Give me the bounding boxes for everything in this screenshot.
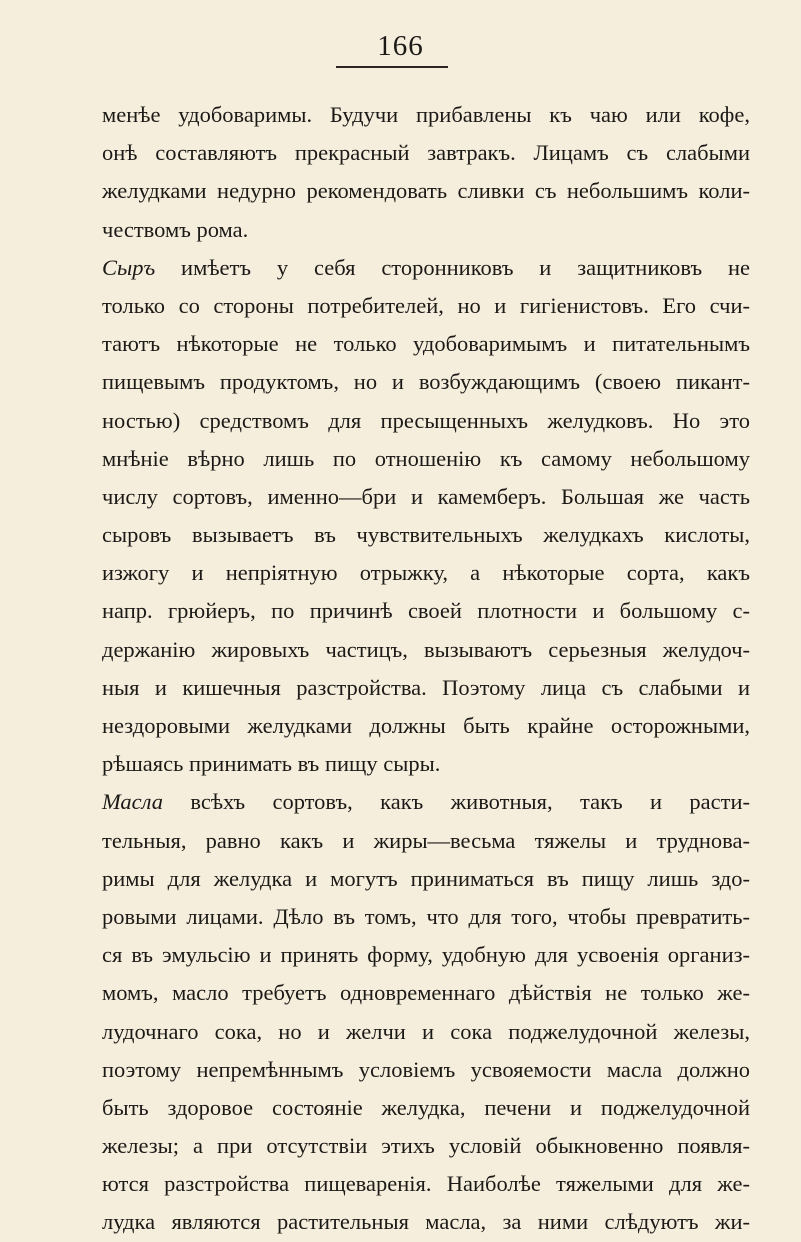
text-line: тельныя, равно какъ и жиры—весьма тяжелы и труднова-	[102, 827, 750, 853]
text-line: держанію жировыхъ частицъ, вызываютъ серьезныя желудоч-	[102, 636, 750, 662]
body-text	[102, 96, 750, 1242]
text-line: мнѣніе вѣрно лишь по отношенію къ самому небольшому	[102, 445, 750, 471]
text-line: напр. грюйеръ, по причинѣ своей плотности и большому с-	[102, 598, 750, 624]
text-line: нездоровыми желудками должны быть крайне осторожными,	[102, 713, 750, 738]
text-line: лудка являются растительныя масла, за ними слѣдуютъ жи-	[102, 1209, 750, 1235]
text-line: пищевымъ продуктомъ, но и возбуждающимъ (своею пикант-	[102, 369, 750, 395]
text-line: менѣе удобоваримы. Будучи прибавлены къ чаю или кофе,	[102, 102, 750, 127]
text-line: римы для желудка и могутъ приниматься въ пищу лишь здо-	[102, 865, 750, 891]
section-heading-oils: Масла	[102, 789, 163, 815]
text-line: ются разстройства пищеваренія. Наиболѣе тяжелыми для же-	[102, 1171, 750, 1197]
text-line: Масла всѣхъ сортовъ, какъ животныя, такъ и расти-	[102, 789, 750, 815]
text-line: онѣ составляютъ прекрасный завтракъ. Лицамъ съ слабыми	[102, 140, 750, 166]
page-number: 166	[377, 30, 424, 62]
text-line: поэтому непремѣннымъ условіемъ усвояемости масла должно	[102, 1056, 750, 1082]
text-line: числу сортовъ, именно—бри и камемберъ. Большая же часть	[102, 483, 750, 509]
section-heading-cheese: Сыръ	[102, 254, 156, 280]
text-line: рѣшаясь принимать въ пищу сыры.	[102, 751, 441, 777]
text-line: железы; а при отсутствіи этихъ условій обыкновенно появля-	[102, 1133, 750, 1159]
text-line: таютъ нѣкоторые не только удобоваримымъ и питательнымъ	[102, 331, 750, 357]
text-line: момъ, масло требуетъ одновременнаго дѣйствія не только же-	[102, 980, 750, 1006]
header-rule	[336, 66, 448, 68]
text-line: ныя и кишечныя разстройства. Поэтому лица съ слабыми и	[102, 674, 750, 700]
text-line: Сыръ имѣетъ у себя сторонниковъ и защитниковъ не	[102, 254, 750, 280]
text-line: желудками недурно рекомендовать сливки съ небольшимъ коли-	[102, 178, 750, 204]
text-line: сыровъ вызываетъ въ чувствительныхъ желудкахъ кислоты,	[102, 522, 750, 548]
text-line: ся въ эмульсію и принять форму, удобную для усвоенія организ-	[102, 942, 750, 968]
text-line: ностью) средствомъ для пресыщенныхъ желудковъ. Но это	[102, 407, 750, 433]
text-line: чествомъ рома.	[102, 216, 249, 242]
text-line: лудочнаго сока, но и желчи и сока поджелудочной железы,	[102, 1018, 750, 1044]
text-line: только со стороны потребителей, но и гигіенистовъ. Его счи-	[102, 292, 750, 318]
text-line: быть здоровое состояніе желудка, печени и поджелудочной	[102, 1094, 750, 1120]
text-line: изжогу и непріятную отрыжку, а нѣкоторые сорта, какъ	[102, 560, 750, 586]
text-line: ровыми лицами. Дѣло въ томъ, что для того, чтобы превратить-	[102, 903, 750, 929]
